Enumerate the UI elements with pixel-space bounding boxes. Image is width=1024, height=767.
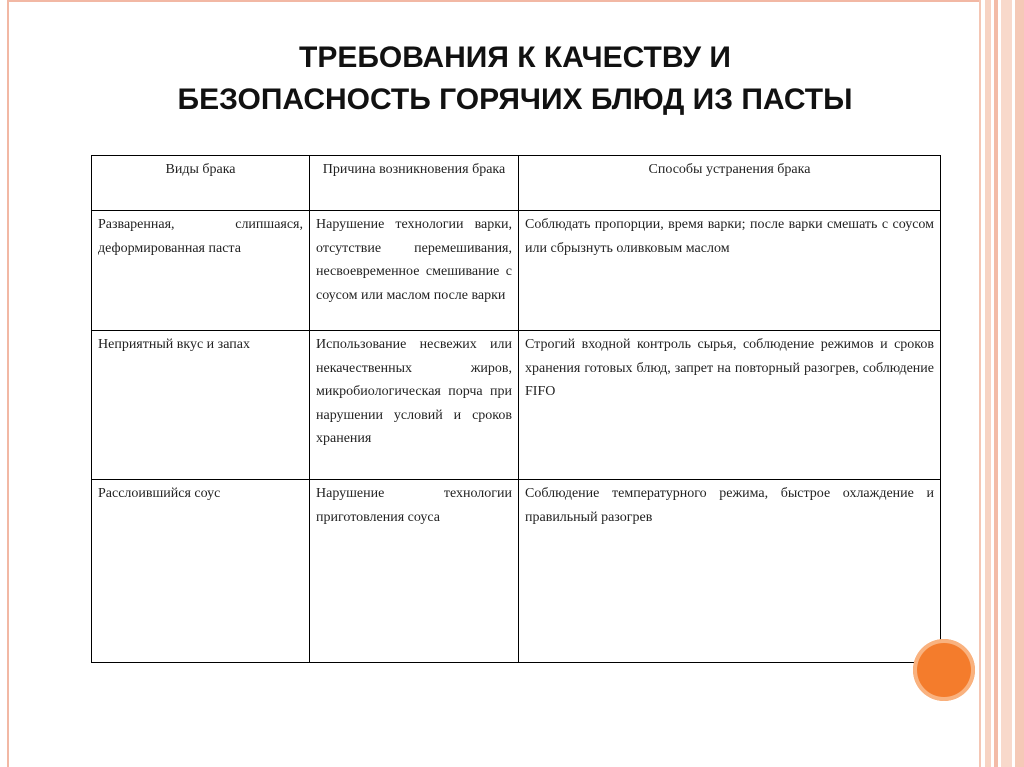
table-header-row bbox=[92, 156, 941, 211]
frame-left-line bbox=[7, 0, 9, 767]
header-defect-types: Виды брака bbox=[92, 156, 310, 211]
table-row bbox=[92, 211, 941, 331]
cell-cause: Нарушение технологии приготовления соуса bbox=[310, 480, 519, 663]
cell-fix: Строгий входной контроль сырья, соблюдение режимов и сроков хранения готовых блюд, запрет на повторный разогрев, соблюдение FIFO bbox=[519, 331, 941, 480]
title-line-1: ТРЕБОВАНИЯ К КАЧЕСТВУ И bbox=[299, 41, 731, 74]
cell-cause: Нарушение технологии варки, отсутствие перемешивания, несвоевременное смешивание с соусом или маслом после варки bbox=[310, 211, 519, 331]
cell-cause: Использование несвежих или некачественных жиров, микробиологическая порча при нарушении условий и сроков хранения bbox=[310, 331, 519, 480]
header-cause: Причина возникновения брака bbox=[310, 156, 519, 211]
table-row bbox=[92, 480, 941, 663]
title-line-2: БЕЗОПАСНОСТЬ ГОРЯЧИХ БЛЮД ИЗ ПАСТЫ bbox=[177, 83, 853, 116]
cell-defect: Разваренная, слипшаяся, деформированная паста bbox=[92, 211, 310, 331]
table-row bbox=[92, 331, 941, 480]
defects-table bbox=[91, 155, 941, 663]
cell-defect: Расслоившийся соус bbox=[92, 480, 310, 663]
decorative-orange-circle bbox=[913, 639, 975, 701]
frame-top-line bbox=[7, 0, 979, 2]
cell-defect: Неприятный вкус и запах bbox=[92, 331, 310, 480]
cell-fix: Соблюдать пропорции, время варки; после варки смешать с соусом или сбрызнуть оливковым маслом bbox=[519, 211, 941, 331]
cell-fix: Соблюдение температурного режима, быстрое охлаждение и правильный разогрев bbox=[519, 480, 941, 663]
slide-title bbox=[90, 37, 940, 121]
header-fix-methods: Способы устранения брака bbox=[519, 156, 941, 211]
decorative-right-stripes bbox=[979, 0, 1024, 767]
